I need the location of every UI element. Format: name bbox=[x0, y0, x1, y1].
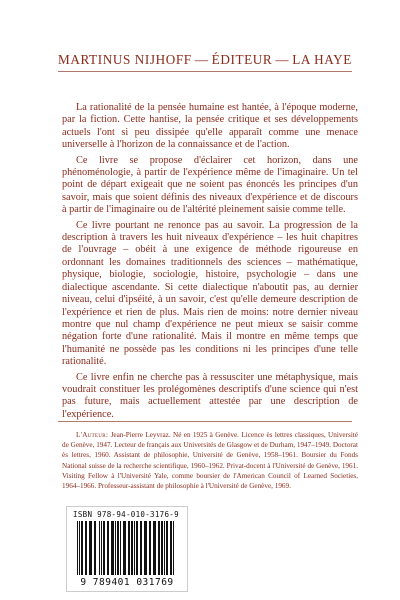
barcode-bar bbox=[128, 521, 130, 575]
barcode-bar bbox=[85, 521, 87, 575]
barcode-bar bbox=[134, 521, 135, 575]
barcode-bar bbox=[136, 521, 138, 575]
blurb-paragraph: Ce livre enfin ne cherche pas à ressusciter une métaphysique, mais voudrait constituer les prolégomènes descriptifs d'une science qui n'est pas future, mais actuellement attestée par une description de l'expérience. bbox=[62, 371, 358, 420]
barcode-bar bbox=[115, 521, 116, 575]
barcode-bar bbox=[101, 521, 102, 575]
barcode-bar bbox=[131, 521, 133, 575]
barcode-bar bbox=[140, 521, 142, 575]
publisher-city: LA HAYE bbox=[292, 52, 352, 67]
barcode-bar bbox=[149, 521, 151, 575]
barcode-bar bbox=[107, 521, 109, 575]
barcode-bar bbox=[77, 521, 78, 575]
author-bio-lead: L'Auteur: bbox=[76, 431, 109, 439]
barcode-bar bbox=[123, 521, 126, 575]
header-dash-2: — bbox=[275, 52, 290, 67]
barcode-digits: 9 789401 031769 bbox=[80, 577, 174, 588]
barcode-bar bbox=[166, 521, 168, 575]
barcode bbox=[66, 506, 188, 592]
barcode-bar bbox=[79, 521, 80, 575]
barcode-bar bbox=[153, 521, 156, 575]
barcode-bar bbox=[99, 521, 100, 575]
barcode-bar bbox=[170, 521, 172, 575]
barcode-bar bbox=[94, 521, 96, 575]
publisher-header bbox=[58, 52, 352, 68]
barcode-bar bbox=[161, 521, 163, 575]
publisher-role: ÉDITEUR bbox=[211, 52, 273, 67]
barcode-bar bbox=[111, 521, 114, 575]
barcode-bar bbox=[117, 521, 119, 575]
barcode-bar bbox=[164, 521, 165, 575]
header-dash-1: — bbox=[194, 52, 209, 67]
author-bio bbox=[62, 430, 358, 491]
barcode-bar bbox=[103, 521, 105, 575]
barcode-bar bbox=[120, 521, 121, 575]
author-bio-text: Jean-Pierre Leyvraz. Né en 1925 à Genève. Licence ès lettres classiques, Université de Genève, 1947. Lecteur de français aux Universités de Glasgow et de Durham, 1947–1949. Doctorat ès lettres, 1960. Assistant de philosophie, Université de Genève, 1958–1961. Boursier du Fonds National suisse de la recherche scientifique, 1960–1962. Privat-docent à l'Université de Genève, 1961. Visiting Fellow à l'Université Yale, comme boursier de l'American Council of Learned Societies, 1964–1966. Professeur-assistant de philosophie à l'Université de Genève, 1969. bbox=[62, 431, 358, 491]
barcode-bar bbox=[173, 521, 174, 575]
header-divider bbox=[58, 71, 352, 72]
barcode-bar bbox=[89, 521, 92, 575]
author-divider bbox=[58, 421, 352, 422]
isbn-label: ISBN 978-94-010-3176-9 bbox=[73, 510, 179, 519]
barcode-bar bbox=[158, 521, 160, 575]
blurb-paragraph: Ce livre pourtant ne renonce pas au savoir. La progression de la description à travers les huit niveaux d'expérience – les huit chapitres de l'ouvrage – obéit à une exigence de méthode rigoureuse en ordonnant les domaines traditionnels des sciences – mathématique, physique, biologie, sociologie, histoire, psychologie – dans une dialectique ascendante. Si cette dialectique n'aboutit pas, au dernier niveau, celui d'ipséité, à un savoir, c'est qu'elle demeure description de l'expérience et rien de plus. Mais rien de moins: notre dernier niveau montre que nul champ d'expérience ne peut mieux se saisir comme négation forte d'une rationalité. Mais il montre en même temps que l'humanité ne possède pas les conditions ni les principes d'une telle rationalité. bbox=[62, 219, 358, 368]
barcode-bars bbox=[75, 521, 179, 577]
publisher-name: MARTINUS NIJHOFF bbox=[58, 52, 192, 67]
blurb-paragraph: Ce livre se propose d'éclairer cet horizon, dans une phénoménologie, à partir de l'expérience même de l'imaginaire. Un tel point de départ exigeait que ne soient pas énoncés les principes d'un savoir, mais que soient définis des niveaux d'expérience et de discours à partir de l'imaginaire ou de l'altérité pleinement saisie comme telle. bbox=[62, 154, 358, 216]
blurb-paragraph: La rationalité de la pensée humaine est hantée, à l'époque moderne, par la fiction. Cette hantise, la pensée critique et ses développements actuels l'ont si peu dissipée qu'elle apparaît comme une menace universelle à l'horizon de la connaissance et de l'action. bbox=[62, 102, 358, 151]
barcode-bar bbox=[144, 521, 147, 575]
barcode-bar bbox=[81, 521, 83, 575]
blurb bbox=[62, 102, 358, 424]
